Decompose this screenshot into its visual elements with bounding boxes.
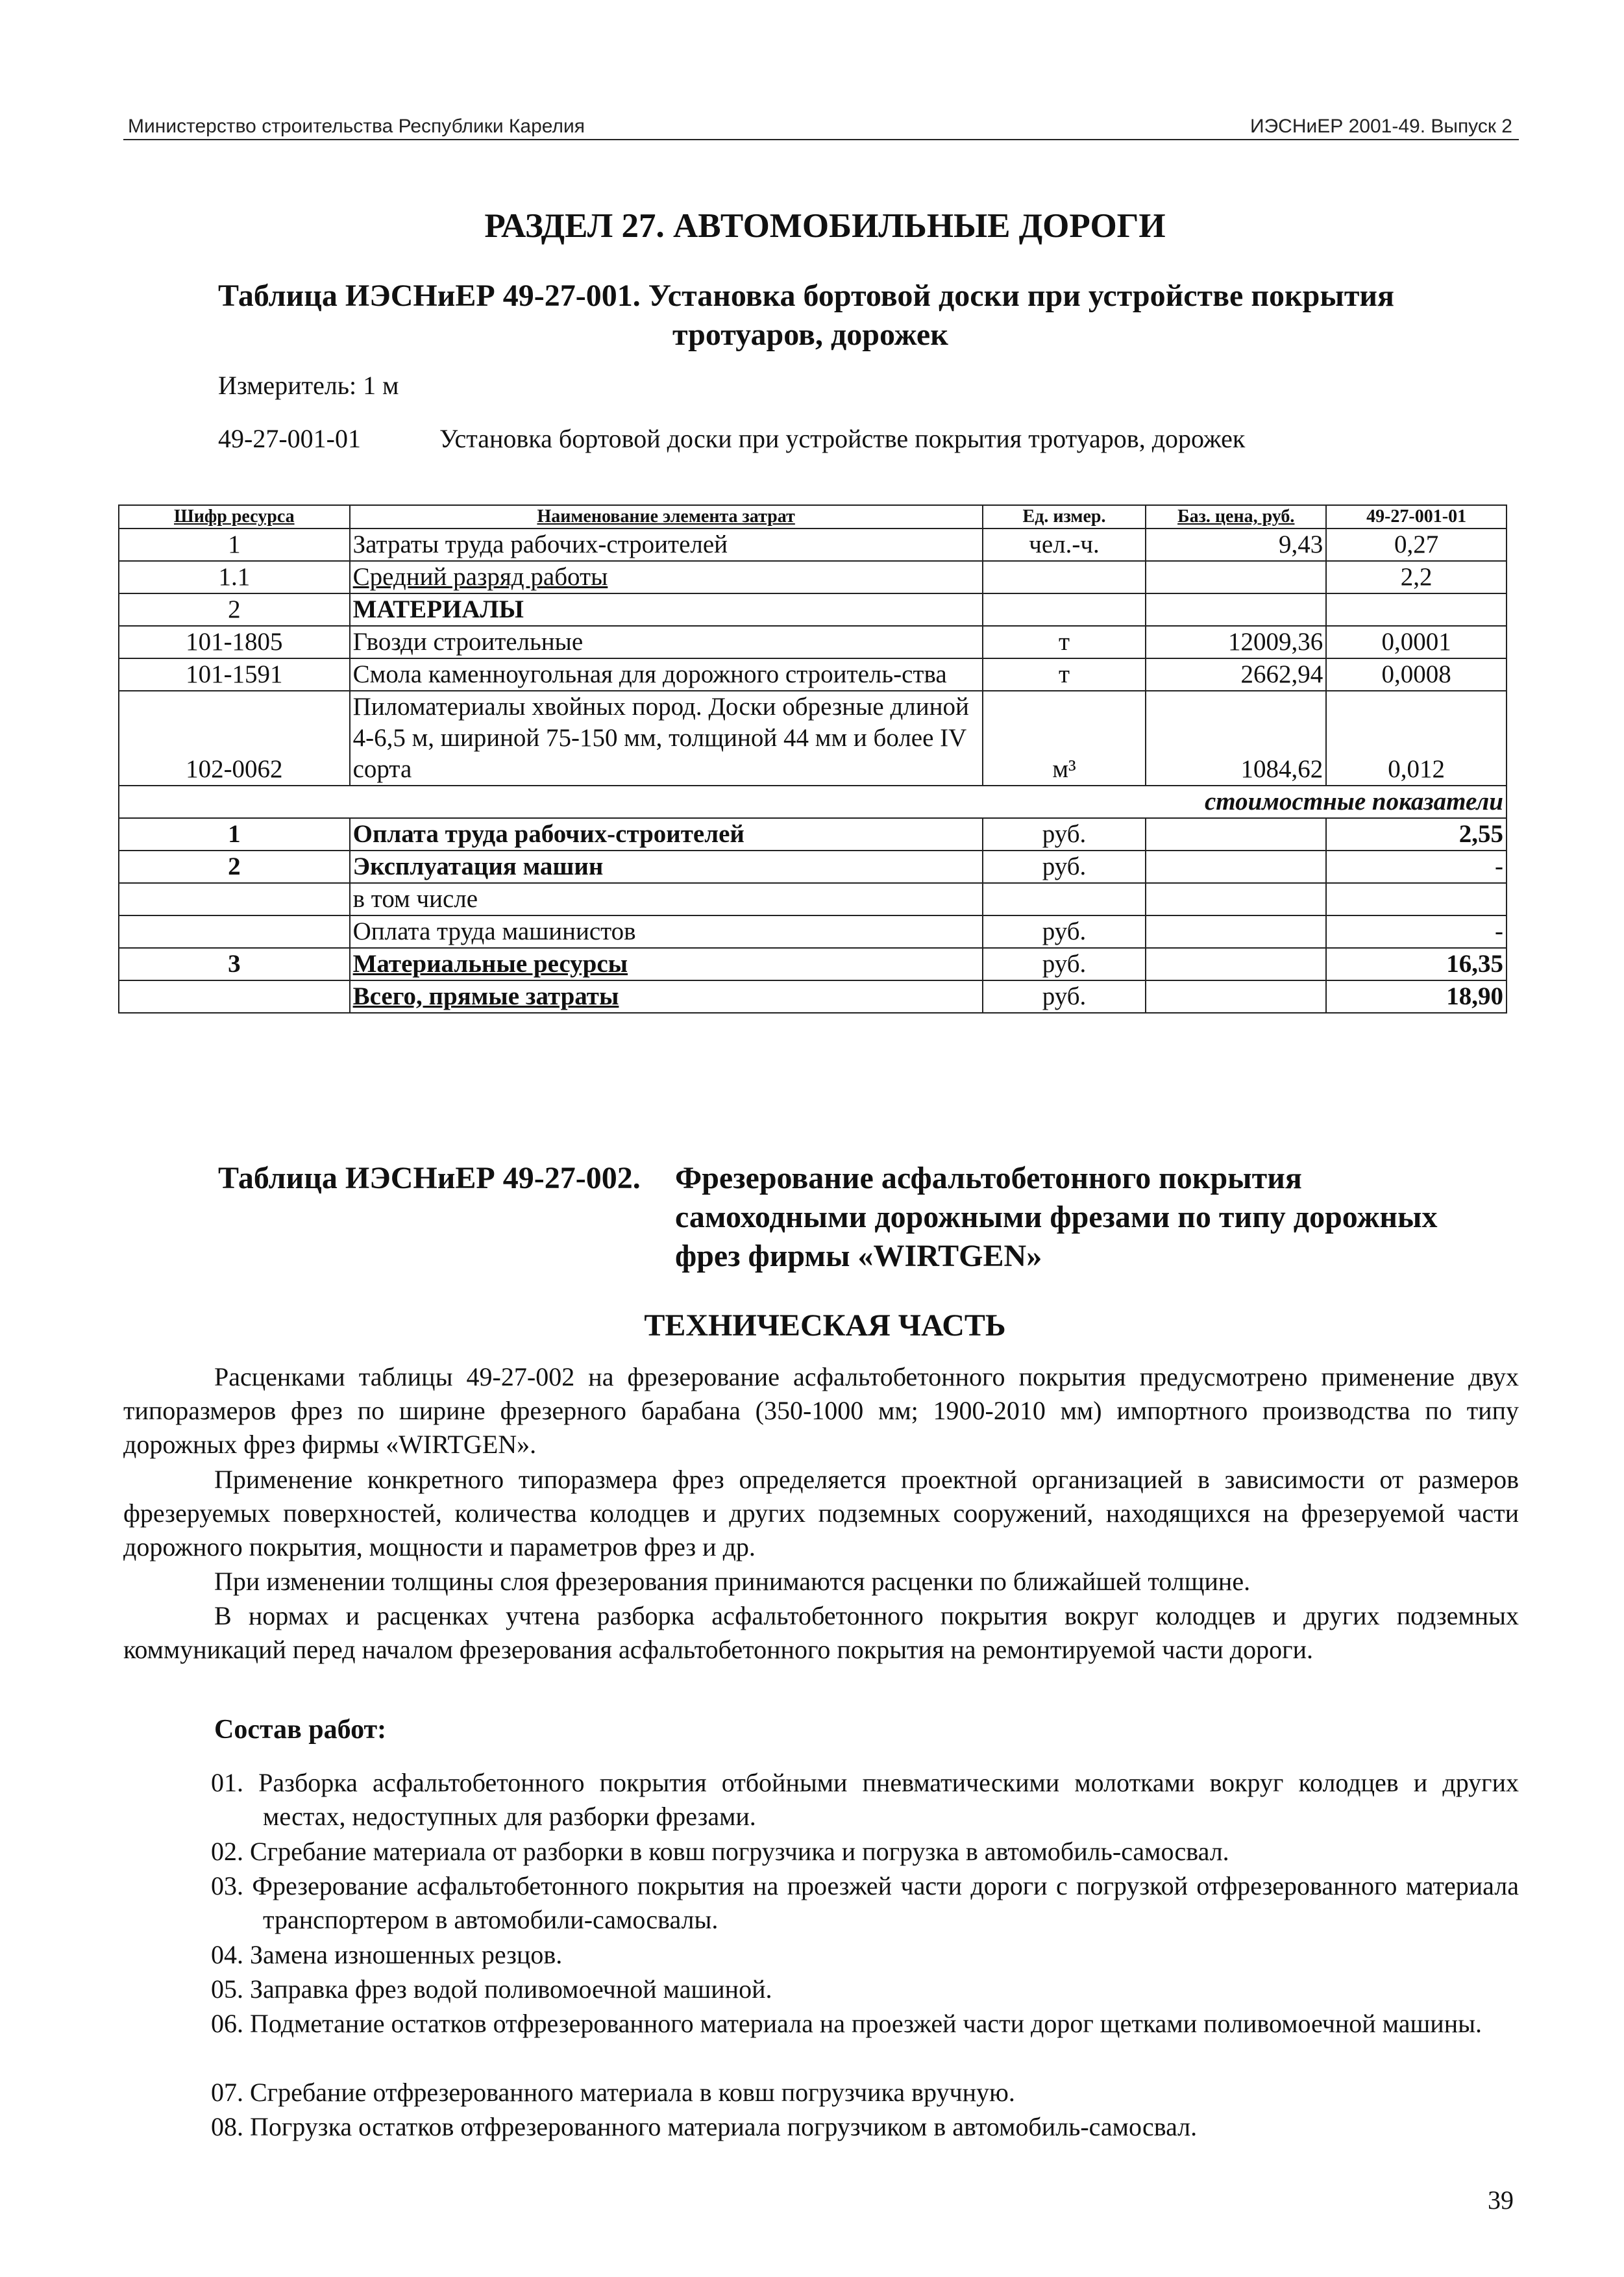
- table-row: [119, 626, 1507, 658]
- cost-code: [119, 883, 350, 915]
- row-unit: [983, 593, 1146, 626]
- table-row: [119, 529, 1507, 561]
- norm-table: [118, 504, 1507, 1014]
- table-row: [119, 691, 1507, 786]
- row-value: 0,0001: [1326, 626, 1507, 658]
- cost-empty: [1146, 818, 1326, 851]
- row-value: 0,27: [1326, 529, 1507, 561]
- col-header-unit: Ед. измер.: [983, 505, 1146, 529]
- row-price: 2662,94: [1146, 658, 1326, 691]
- col-header-norm: 49-27-001-01: [1326, 505, 1507, 529]
- cost-code: 2: [119, 851, 350, 883]
- row-unit: т: [983, 626, 1146, 658]
- row-code: 101-1591: [119, 658, 350, 691]
- table1-title-line2: тротуаров, дорожек: [672, 317, 948, 352]
- tech-paragraph: В нормах и расценках учтена разборка асфальтобетонного покрытия вокруг колодцев и других подземных коммуникаций перед началом фрезерования асфальтобетонного покрытия на ремонтируемой части дороги.: [123, 1601, 1519, 1664]
- row-name: МАТЕРИАЛЫ: [350, 593, 983, 626]
- table-row: [119, 593, 1507, 626]
- cost-row: [119, 851, 1507, 883]
- table-header-row: [119, 505, 1507, 529]
- cost-empty: [1146, 883, 1326, 915]
- work-item: 04. Замена изношенных резцов.: [211, 1940, 563, 1969]
- total-empty: [119, 980, 350, 1013]
- total-unit: руб.: [983, 980, 1146, 1013]
- cost-value: -: [1326, 851, 1507, 883]
- row-name: Пиломатериалы хвойных пород. Доски обрезные длиной 4-6,5 м, шириной 75-150 мм, толщиной 44 мм и более IV сорта: [350, 691, 983, 786]
- row-code: 1.1: [119, 561, 350, 593]
- total-empty: [1146, 980, 1326, 1013]
- row-code: 2: [119, 593, 350, 626]
- col-header-price: Баз. цена, руб.: [1146, 505, 1326, 529]
- work-heading: Состав работ:: [214, 1715, 387, 1745]
- row-name: Средний разряд работы: [350, 561, 983, 593]
- row-unit: т: [983, 658, 1146, 691]
- cost-name: Эксплуатация машин: [350, 851, 983, 883]
- total-name: Всего, прямые затраты: [350, 980, 983, 1013]
- cost-empty: [1146, 851, 1326, 883]
- cost-row: [119, 818, 1507, 851]
- header-left: Министерство строительства Республики Карелия: [128, 116, 585, 137]
- row-value: [1326, 593, 1507, 626]
- work-item: 03. Фрезерование асфальтобетонного покрытия на проезжей части дороги с погрузкой отфрезерованного материала транспортером в автомобили-самосвалы.: [211, 1871, 1519, 1934]
- page-number: 39: [1488, 2185, 1514, 2215]
- cost-unit: руб.: [983, 851, 1146, 883]
- table1-description: Установка бортовой доски при устройстве покрытия тротуаров, дорожек: [439, 424, 1246, 453]
- work-item: 06. Подметание остатков отфрезерованного материала на проезжей части дорог щетками поливомоечной машины.: [211, 2009, 1482, 2038]
- cost-empty: [1146, 915, 1326, 948]
- table2-title-line1: Фрезерование асфальтобетонного покрытия: [675, 1161, 1302, 1195]
- cost-indicators-heading: стоимостные показатели: [119, 786, 1507, 818]
- table-row: [119, 561, 1507, 593]
- total-row: [119, 980, 1507, 1013]
- cost-empty: [1146, 948, 1326, 980]
- cost-name: Оплата труда рабочих-строителей: [350, 818, 983, 851]
- cost-code: 3: [119, 948, 350, 980]
- tech-paragraph: Расценками таблицы 49-27-002 на фрезерование асфальтобетонного покрытия предусмотрено применение двух типоразмеров фрез по ширине фрезерного барабана (350-1000 мм; 1900-2010 мм) импортного производства по типу дорожных фрез фирмы «WIRTGEN».: [123, 1362, 1519, 1459]
- cost-value: [1326, 883, 1507, 915]
- row-code: 101-1805: [119, 626, 350, 658]
- row-price: 1084,62: [1146, 691, 1326, 786]
- cost-value: 2,55: [1326, 818, 1507, 851]
- table1-code: 49-27-001-01: [218, 424, 361, 453]
- cost-unit: руб.: [983, 818, 1146, 851]
- header-rule: [123, 139, 1519, 140]
- cost-value: 16,35: [1326, 948, 1507, 980]
- section-title: РАЗДЕЛ 27. АВТОМОБИЛЬНЫЕ ДОРОГИ: [484, 207, 1166, 245]
- row-unit: м³: [983, 691, 1146, 786]
- row-unit: [983, 561, 1146, 593]
- table2-title-line3: фрез фирмы «WIRTGEN»: [675, 1239, 1042, 1273]
- row-price: 9,43: [1146, 529, 1326, 561]
- row-price: [1146, 593, 1326, 626]
- cost-name: Материальные ресурсы: [350, 948, 983, 980]
- row-value: 0,012: [1326, 691, 1507, 786]
- row-name: Затраты труда рабочих-строителей: [350, 529, 983, 561]
- work-item: 08. Погрузка остатков отфрезерованного материала погрузчиком в автомобиль-самосвал.: [211, 2112, 1198, 2141]
- row-code: 102-0062: [119, 691, 350, 786]
- header-right: ИЭСНиЕР 2001-49. Выпуск 2: [1250, 116, 1512, 137]
- work-item: 05. Заправка фрез водой поливомоечной машиной.: [211, 1974, 772, 2004]
- cost-value: -: [1326, 915, 1507, 948]
- tech-part-heading: ТЕХНИЧЕСКАЯ ЧАСТЬ: [644, 1308, 1006, 1343]
- cost-name: Оплата труда машинистов: [350, 915, 983, 948]
- tech-paragraph: Применение конкретного типоразмера фрез определяется проектной организацией в зависимости от размеров фрезеруемых поверхностей, количества колодцев и других подземных сооружений, находящихся на фрезеруемой части дорожного покрытия, мощности и параметров фрез и др.: [123, 1465, 1519, 1562]
- work-item: 01. Разборка асфальтобетонного покрытия отбойными пневматическими молотками вокруг колодцев и других местах, недоступных для разборки фрезами.: [211, 1768, 1519, 1831]
- table1-title-line1: Таблица ИЭСНиЕР 49-27-001. Установка бортовой доски при устройстве покрытия: [218, 279, 1395, 313]
- cost-row: [119, 883, 1507, 915]
- cost-code: 1: [119, 818, 350, 851]
- row-name: Смола каменноугольная для дорожного строитель-ства: [350, 658, 983, 691]
- table1-meter: Измеритель: 1 м: [218, 371, 399, 400]
- cost-unit: руб.: [983, 948, 1146, 980]
- row-value: 2,2: [1326, 561, 1507, 593]
- cost-unit: [983, 883, 1146, 915]
- total-value: 18,90: [1326, 980, 1507, 1013]
- cost-unit: руб.: [983, 915, 1146, 948]
- col-header-code: Шифр ресурса: [119, 505, 350, 529]
- cost-name: в том числе: [350, 883, 983, 915]
- table-row: [119, 658, 1507, 691]
- col-header-name: Наименование элемента затрат: [350, 505, 983, 529]
- table2-title-line2: самоходными дорожными фрезами по типу дорожных: [675, 1200, 1438, 1234]
- row-unit: чел.-ч.: [983, 529, 1146, 561]
- work-item: 02. Сгребание материала от разборки в ковш погрузчика и погрузка в автомобиль-самосвал.: [211, 1837, 1229, 1866]
- table2-title-prefix: Таблица ИЭСНиЕР 49-27-002.: [218, 1161, 641, 1195]
- row-value: 0,0008: [1326, 658, 1507, 691]
- row-price: 12009,36: [1146, 626, 1326, 658]
- cost-header-row: [119, 786, 1507, 818]
- tech-paragraph: При изменении толщины слоя фрезерования принимаются расценки по ближайшей толщине.: [214, 1567, 1251, 1596]
- cost-row: [119, 948, 1507, 980]
- row-code: 1: [119, 529, 350, 561]
- cost-code: [119, 915, 350, 948]
- cost-row: [119, 915, 1507, 948]
- row-name: Гвозди строительные: [350, 626, 983, 658]
- row-price: [1146, 561, 1326, 593]
- work-item: 07. Сгребание отфрезерованного материала в ковш погрузчика вручную.: [211, 2078, 1015, 2107]
